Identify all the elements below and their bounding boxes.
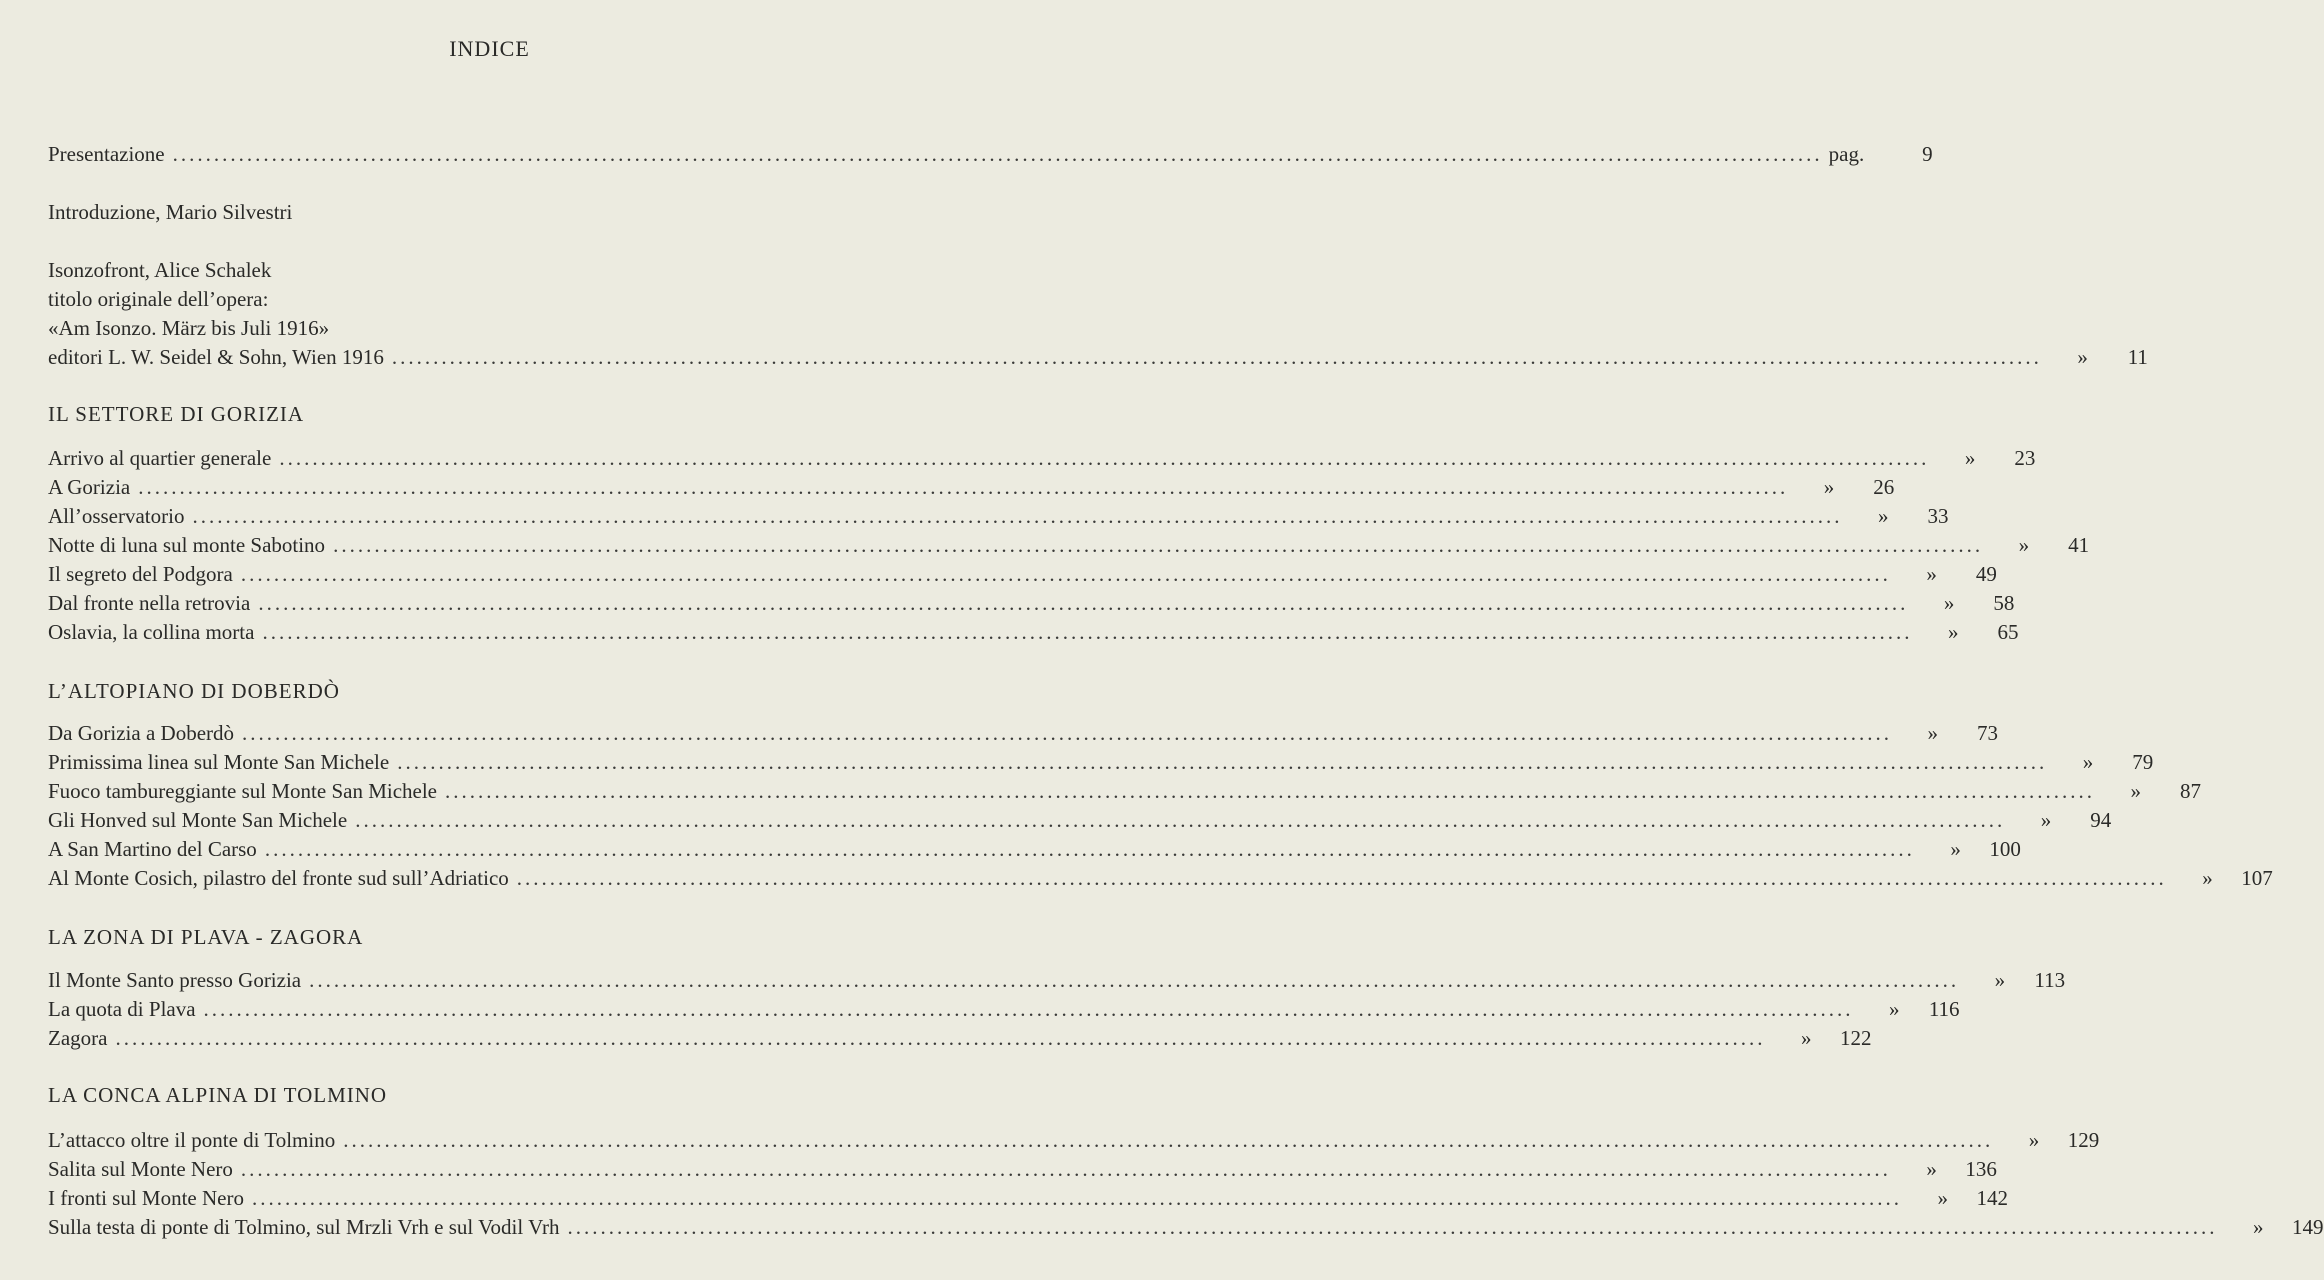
entry-title: Notte di luna sul monte Sabotino	[48, 533, 326, 557]
dot-leader: ........................................................................................................................................................................................................	[240, 1157, 1891, 1181]
entry-page: 49	[1975, 562, 1997, 586]
entry-page: 11	[2127, 345, 2148, 369]
dot-leader: ........................................................................................................................................................................................................	[192, 504, 1843, 528]
entry-marker: »	[2018, 533, 2030, 557]
toc-entry	[48, 1213, 2324, 1242]
entry-page: 87	[2180, 779, 2202, 803]
entry-page: 41	[2068, 533, 2090, 557]
toc-entry	[48, 531, 2090, 560]
toc-entry	[48, 995, 1960, 1024]
entry-marker: »	[1947, 620, 1959, 644]
entry-marker: »	[1943, 591, 1955, 615]
entry-page: 129	[2067, 1128, 2100, 1152]
section-heading: L’ALTOPIANO DI DOBERDÒ	[48, 679, 340, 703]
toc-text-line: «Am Isonzo. März bis Juli 1916»	[48, 316, 330, 340]
dot-leader: ........................................................................................................................................................................................................	[516, 866, 2167, 890]
dot-leader: ........................................................................................................................................................................................................	[264, 837, 1915, 861]
toc-entry	[48, 1126, 2100, 1155]
toc-entry	[48, 1024, 1872, 1053]
entry-title: A San Martino del Carso	[48, 837, 257, 861]
dot-leader: ........................................................................................................................................................................................................	[203, 997, 1854, 1021]
entry-marker: »	[1927, 721, 1939, 745]
entry-marker: »	[1994, 968, 2006, 992]
entry-title: A Gorizia	[48, 475, 131, 499]
toc-entry	[48, 777, 2202, 806]
entry-title: Dal fronte nella retrovia	[48, 591, 251, 615]
entry-marker: »	[2040, 808, 2052, 832]
entry-page: 23	[2014, 446, 2036, 470]
toc-entry	[48, 1155, 1997, 1184]
section-heading: LA CONCA ALPINA DI TOLMINO	[48, 1083, 388, 1107]
entry-marker: »	[1926, 562, 1937, 586]
entry-title: Arrivo al quartier generale	[48, 446, 272, 470]
entry-title: Sulla testa di ponte di Tolmino, sul Mrzli Vrh e sul Vodil Vrh	[48, 1215, 560, 1239]
dot-leader: ........................................................................................................................................................................................................	[115, 1026, 1766, 1050]
dot-leader: ........................................................................................................................................................................................................	[397, 750, 2048, 774]
entry-title: Salita sul Monte Nero	[48, 1157, 233, 1181]
entry-title: La quota di Plava	[48, 997, 196, 1021]
dot-leader: ........................................................................................................................................................................................................	[258, 591, 1909, 615]
entry-title: L’attacco oltre il ponte di Tolmino	[48, 1128, 336, 1152]
toc-entry	[48, 1184, 2008, 1213]
dot-leader: ........................................................................................................................................................................................................	[567, 1215, 2218, 1239]
dot-leader: ........................................................................................................................................................................................................	[251, 1186, 1902, 1210]
entry-page: 65	[1997, 620, 2019, 644]
toc-entry	[48, 473, 1895, 502]
entry-title: I fronti sul Monte Nero	[48, 1186, 244, 1210]
entry-title: Gli Honved sul Monte San Michele	[48, 808, 348, 832]
entry-marker: »	[1950, 837, 1961, 861]
dot-leader: ........................................................................................................................................................................................................	[172, 142, 1823, 166]
entry-title: All’osservatorio	[48, 504, 185, 528]
toc-entry	[48, 444, 2036, 473]
entry-page: 58	[1993, 591, 2015, 615]
entry-marker: »	[2202, 866, 2213, 890]
entry-page: 100	[1989, 837, 2021, 861]
dot-leader: ........................................................................................................................................................................................................	[391, 345, 2042, 369]
entry-page: 9	[1922, 142, 1933, 166]
dot-leader: ........................................................................................................................................................................................................	[445, 779, 2096, 803]
dot-leader: ........................................................................................................................................................................................................	[240, 562, 1891, 586]
entry-page: 94	[2090, 808, 2112, 832]
toc-entry	[48, 806, 2112, 835]
toc-entry	[48, 343, 2148, 372]
entry-marker: »	[1937, 1186, 1948, 1210]
dot-leader: ........................................................................................................................................................................................................	[309, 968, 1960, 992]
toc-entry	[48, 560, 1997, 589]
entry-title: Al Monte Cosich, pilastro del fronte sud sull’Adriatico	[48, 866, 509, 890]
dot-leader: ........................................................................................................................................................................................................	[333, 533, 1984, 557]
dot-leader: ........................................................................................................................................................................................................	[343, 1128, 1994, 1152]
entry-page: 149	[2292, 1215, 2324, 1239]
entry-title: Da Gorizia a Doberdò	[48, 721, 235, 745]
section-heading: LA ZONA DI PLAVA - ZAGORA	[48, 925, 364, 949]
entry-page: 79	[2132, 750, 2154, 774]
entry-title: editori L. W. Seidel & Sohn, Wien 1916	[48, 345, 384, 369]
toc-entry	[48, 719, 1999, 748]
toc-entry	[48, 140, 1933, 169]
entry-page: 142	[1976, 1186, 2008, 1210]
entry-marker: pag.	[1828, 142, 1865, 166]
toc-entry	[48, 589, 2015, 618]
entry-marker: »	[2082, 750, 2094, 774]
entry-marker: »	[1877, 504, 1889, 528]
toc-text-line: titolo originale dell’opera:	[48, 287, 269, 311]
entry-title: Primissima linea sul Monte San Michele	[48, 750, 390, 774]
entry-page: 136	[1965, 1157, 1997, 1181]
dot-leader: ........................................................................................................................................................................................................	[262, 620, 1913, 644]
entry-marker: »	[1823, 475, 1835, 499]
toc-entry	[48, 502, 1949, 531]
entry-page: 26	[1873, 475, 1895, 499]
section-heading: IL SETTORE DI GORIZIA	[48, 402, 305, 426]
dot-leader: ........................................................................................................................................................................................................	[355, 808, 2006, 832]
entry-marker: »	[2253, 1215, 2264, 1239]
toc-entry	[48, 864, 2273, 893]
entry-marker: »	[1964, 446, 1976, 470]
toc-text-line: Isonzofront, Alice Schalek	[48, 258, 272, 282]
toc-entry	[48, 966, 2066, 995]
entry-page: 33	[1927, 504, 1949, 528]
toc-entry	[48, 748, 2154, 777]
entry-marker: »	[1889, 997, 1900, 1021]
entry-marker: »	[2130, 779, 2142, 803]
entry-marker: »	[1800, 1026, 1812, 1050]
entry-marker: »	[2028, 1128, 2040, 1152]
toc-entry	[48, 618, 2019, 647]
entry-page: 73	[1977, 721, 1999, 745]
toc-entry-introduzione: Introduzione, Mario Silvestri	[48, 200, 293, 224]
entry-page: 107	[2241, 866, 2273, 890]
entry-title: Fuoco tambureggiante sul Monte San Michele	[48, 779, 438, 803]
toc-entry	[48, 835, 2021, 864]
entry-page: 116	[1928, 997, 1960, 1021]
dot-leader: ........................................................................................................................................................................................................	[279, 446, 1930, 470]
entry-title: Il Monte Santo presso Gorizia	[48, 968, 302, 992]
entry-page: 122	[1839, 1026, 1872, 1050]
entry-title: Presentazione	[48, 142, 165, 166]
dot-leader: ........................................................................................................................................................................................................	[138, 475, 1789, 499]
entry-marker: »	[2077, 345, 2088, 369]
entry-title: Il segreto del Podgora	[48, 562, 233, 586]
entry-title: Oslavia, la collina morta	[48, 620, 255, 644]
entry-title: Zagora	[48, 1026, 108, 1050]
dot-leader: ........................................................................................................................................................................................................	[242, 721, 1893, 745]
entry-marker: »	[1926, 1157, 1937, 1181]
entry-page: 113	[2034, 968, 2066, 992]
page-title: INDICE	[449, 36, 530, 61]
